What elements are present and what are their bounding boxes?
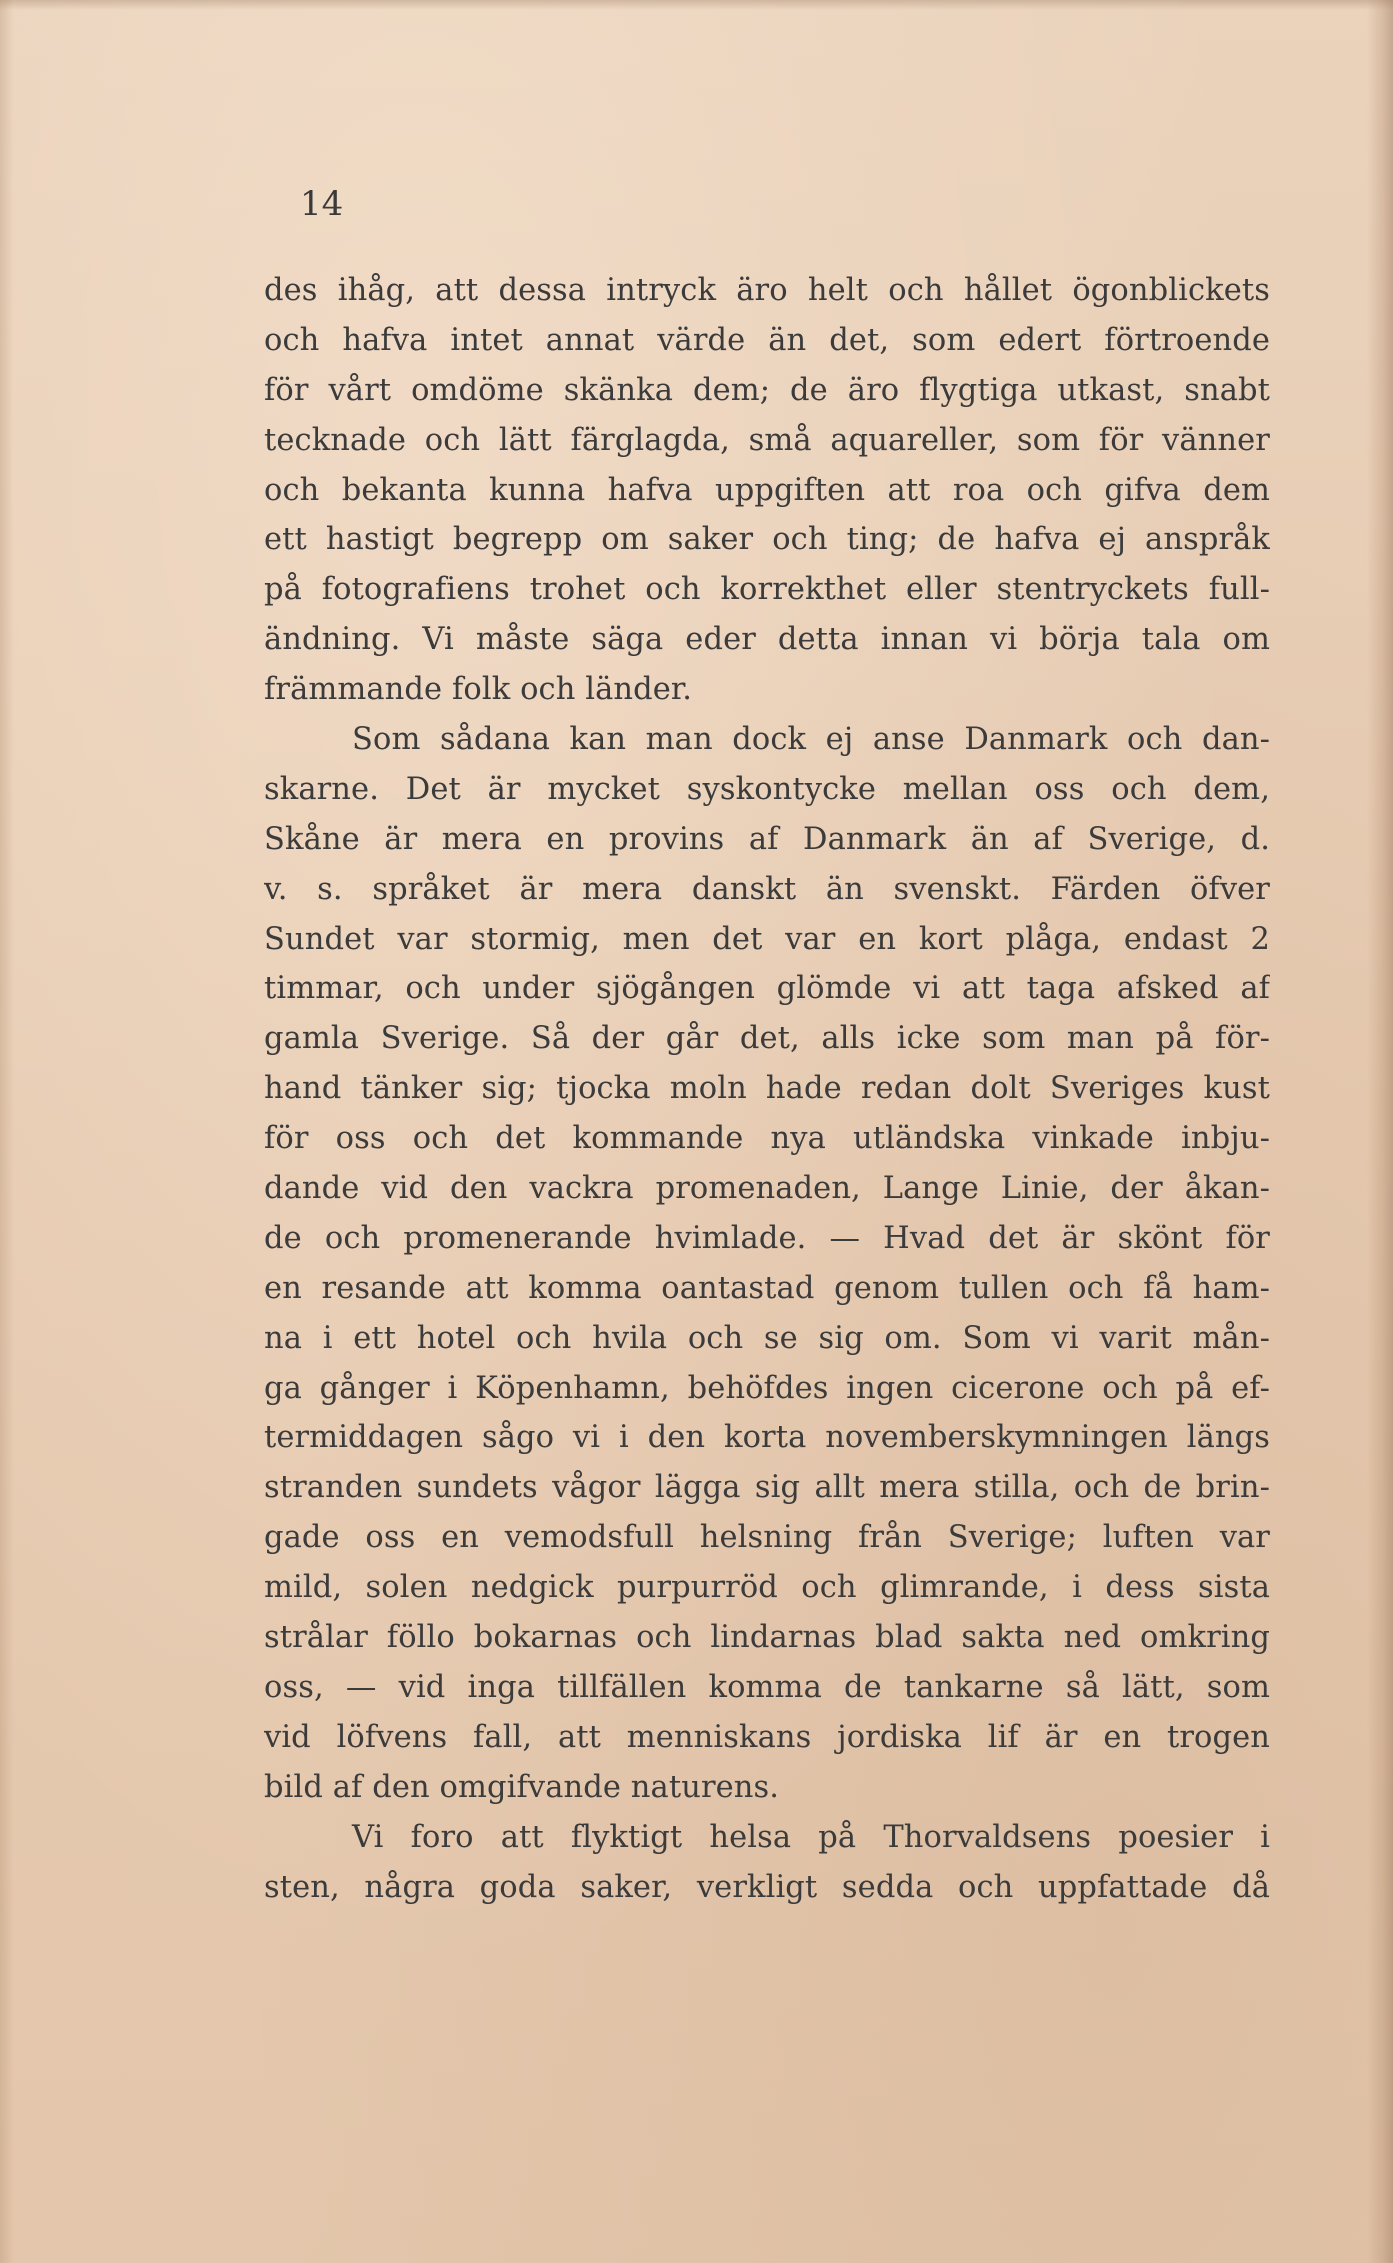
text-line: strålar föllo bokarnas och lindarnas blad sakta ned omkring: [264, 1620, 1270, 1656]
text-line: v. s. språket är mera danskt än svenskt. Färden öfver: [264, 871, 1270, 907]
text-line: hand tänker sig; tjocka moln hade redan dolt Sveriges kust: [264, 1071, 1270, 1107]
text-line: ett hastigt begrepp om saker och ting; de hafva ej anspråk: [264, 522, 1270, 558]
text-line: gamla Sverige. Så der går det, alls icke som man på för-: [264, 1021, 1270, 1057]
text-line: mild, solen nedgick purpurröd och glimrande, i dess sista: [264, 1570, 1270, 1606]
text-line: bild af den omgifvande naturens.: [264, 1769, 780, 1805]
text-line: dande vid den vackra promenaden, Lange Linie, der åkan-: [264, 1171, 1270, 1207]
text-line: sten, några goda saker, verkligt sedda och uppfattade då: [264, 1869, 1270, 1905]
text-line: stranden sundets vågor lägga sig allt mera stilla, och de brin-: [264, 1470, 1270, 1506]
page-number: 14: [300, 184, 344, 224]
text-line: Skåne är mera en provins af Danmark än af Sverige, d.: [264, 821, 1270, 857]
text-line: och bekanta kunna hafva uppgiften att roa och gifva dem: [264, 472, 1270, 508]
text-line: ändning. Vi måste säga eder detta innan vi börja tala om: [264, 622, 1270, 658]
text-line: Som sådana kan man dock ej anse Danmark och dan-: [352, 722, 1270, 758]
text-line: en resande att komma oantastad genom tullen och få ham-: [264, 1270, 1270, 1306]
text-line: de och promenerande hvimlade. — Hvad det är skönt för: [264, 1220, 1270, 1256]
text-line: och hafva intet annat värde än det, som edert förtroende: [264, 322, 1270, 358]
text-line: skarne. Det är mycket syskontycke mellan oss och dem,: [264, 771, 1270, 807]
text-line: des ihåg, att dessa intryck äro helt och hållet ögonblickets: [264, 273, 1270, 308]
text-line: för oss och det kommande nya utländska vinkade inbju-: [264, 1121, 1270, 1157]
text-line: na i ett hotel och hvila och se sig om. Som vi varit mån-: [264, 1320, 1270, 1356]
text-line: gade oss en vemodsfull helsning från Sverige; luften var: [264, 1520, 1270, 1556]
text-line: främmande folk och länder.: [264, 672, 693, 708]
text-line: vid löfvens fall, att menniskans jordiska lif är en trogen: [264, 1719, 1270, 1755]
body-text: [264, 266, 1270, 1912]
text-line: Sundet var stormig, men det var en kort plåga, endast 2: [264, 921, 1270, 957]
text-line: tecknade och lätt färglagda, små aquareller, som för vänner: [264, 422, 1270, 458]
page-top-shadow: [0, 0, 1393, 10]
text-line: termiddagen sågo vi i den korta novemberskymningen längs: [264, 1420, 1270, 1456]
page-right-shadow: [1367, 0, 1393, 2263]
text-line: Vi foro att flyktigt helsa på Thorvaldsens poesier i: [352, 1819, 1270, 1855]
page-left-shadow: [0, 0, 14, 2263]
text-line: timmar, och under sjögången glömde vi att taga afsked af: [264, 971, 1270, 1007]
text-line: ga gånger i Köpenhamn, behöfdes ingen cicerone och på ef-: [264, 1370, 1270, 1406]
text-line: på fotografiens trohet och korrekthet eller stentryckets full-: [264, 572, 1270, 608]
text-line: oss, — vid inga tillfällen komma de tankarne så lätt, som: [264, 1669, 1270, 1705]
text-line: för vårt omdöme skänka dem; de äro flygtiga utkast, snabt: [264, 372, 1270, 408]
